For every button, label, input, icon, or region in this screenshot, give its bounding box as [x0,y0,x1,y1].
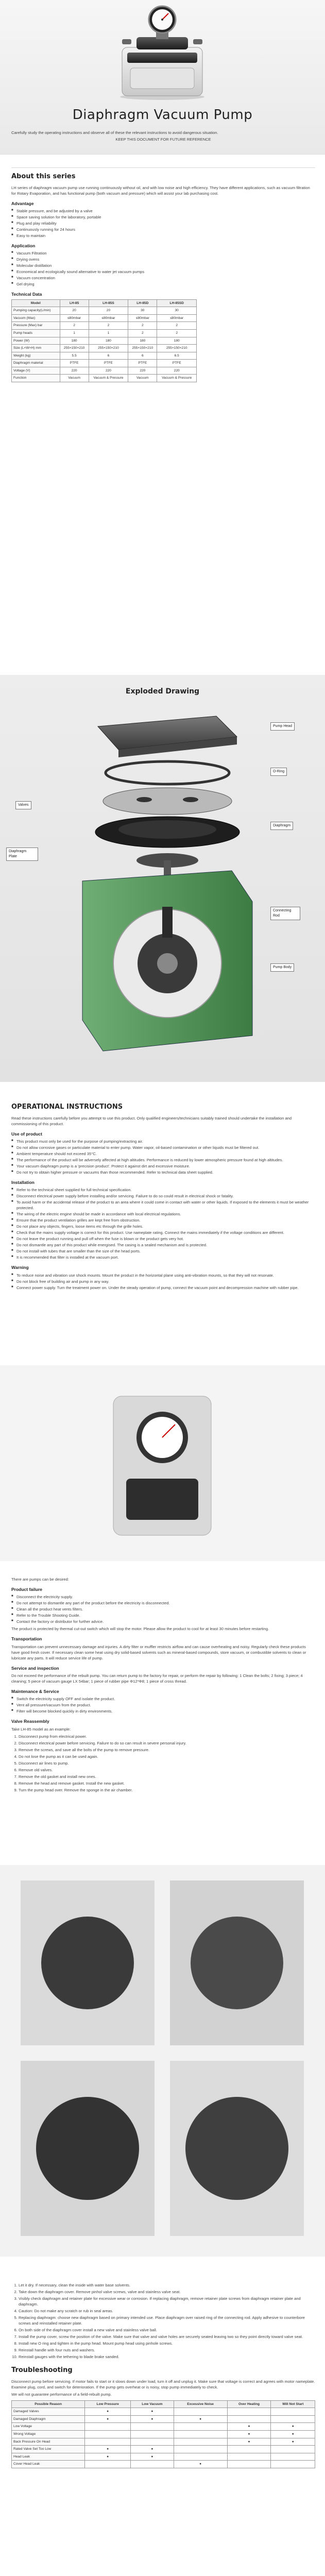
vacuum-pump-image [116,5,209,100]
step-item: 3. Remove the screws, and save all the bolts of the pump to remove pressure. [19,1747,315,1753]
table-cell: ● [227,2431,271,2438]
table-cell: Pumping capacity(L/min) [12,307,60,315]
maintenance-heading: Maintenance & Service [11,1688,59,1694]
table-row [12,2415,315,2423]
step-item: 8. Remove the head and remove gasket. Install the new gasket. [19,1781,315,1786]
list-item: ■ Refer to the technical sheet supplied for full technical specification. [11,1187,315,1193]
table-cell [271,2415,315,2423]
table-cell: 20 [89,307,128,315]
table-cell [131,2461,174,2468]
step-item: 5. Replacing diaphragm: choose new diaphragm based on primary intended use. Place diaphragm over raised ring of the connecting rod. Apply adhesive to counterbore screws and reinstalled retainer plate. [19,2315,315,2326]
list-item: ■ Connect power supply. Turn the treatment power on. Under the steady operation of pump, connect the vacuum point and decompression machine with rubber pipe. [11,1285,315,1291]
list-item: ■ This product must only be used for the purpose of pumping/extracting air. [11,1139,315,1144]
divider [11,167,315,168]
warning-heading: Warning [11,1265,29,1270]
list-item: ■ Filter will become blocked quickly in dirty environments. [11,1708,315,1714]
table-cell: 180 [89,337,128,345]
operational-intro: Read these instructions carefully before you attempt to use this product. Only qualified engineers/technicians suitably trained should undertake the installation and commissioning of this product. [11,1115,292,1126]
intro-text: Carefully study the operating instructions and observe all of these the relevant instructions to avoid dangerous situation. [11,130,218,135]
list-item: ■ Plug and play reliability [11,221,315,226]
table-cell: ● [131,2446,174,2453]
table-row [12,322,197,330]
table-cell: 255×150×210 [89,345,128,352]
table-cell [271,2446,315,2453]
product-photo-strip [0,1365,325,1561]
table-cell: ● [271,2438,315,2446]
step-item: 7. Remove the old gasket and install new ones. [19,1774,315,1780]
table-cell [174,2438,227,2446]
list-item: ■ Ensure that the product ventilation grilles are kept free from obstruction. [11,1217,315,1223]
table-cell: Power (W) [12,337,60,345]
table-header-cell: Model [12,299,60,307]
table-cell: 6 [128,352,157,360]
table-row [12,360,197,367]
advantage-list [11,208,315,239]
table-cell: 2 [157,322,197,330]
exploded-drawing-image [62,706,263,1066]
notes-section [11,1577,315,1794]
step-item: 6. On both side of the diaphragm cover install a new valve and stainless valve ball. [19,2327,315,2333]
list-item: ■ The wiring of the electric engine should be made in accordance with local electrical regulations. [11,1211,315,1217]
table-header-cell: LH-85S [89,299,128,307]
table-cell: Vacuum & Pressure [157,375,197,382]
table-header-cell: Excessive Noise [174,2400,227,2408]
table-cell: PTFE [157,360,197,367]
table-cell: Pump heads [12,329,60,337]
operational-heading: OPERATIONAL INSTRUCTIONS [11,1103,123,1111]
application-list [11,250,315,287]
table-cell [227,2461,271,2468]
table-header-cell: Low Pressure [85,2400,131,2408]
table-row [12,2453,315,2461]
operational-section [11,1103,315,1291]
step-item: 9. Reinstall handle with four nuts and washers. [19,2347,315,2353]
table-cell: PTFE [128,360,157,367]
step-item: 4. Caution: Do not make any scratch or rub in seal areas. [19,2308,315,2314]
step-item: 4. Do not lose the pump as it can be used again. [19,1754,315,1759]
table-cell: Weight (kg) [12,352,60,360]
list-item: ■ Do not allow corrosive gases or particulate material to enter pump. Water vapor, oil-based contamination or other liquids must be filtered out. [11,1145,315,1150]
list-item: ■ Molecular distillation [11,263,315,268]
step-item: 7. Install the pump cover, screw the position of the valve. Make sure that valve and valve holes are securely seated leaving two so they point directly toward valve seat. [19,2334,315,2340]
installation-list [11,1187,315,1260]
table-cell: 220 [89,367,128,375]
table-row [12,329,197,337]
table-cell: 255×150×210 [60,345,89,352]
step-item: 2. Disconnect electrical power before servicing. Failure to do so can result in severe personal injury. [19,1740,315,1746]
table-header-cell: Over Heating [227,2400,271,2408]
table-cell [131,2431,174,2438]
list-item: ■ Continuously running for 24 hours [11,227,315,232]
step-item: 6. Remove old valves. [19,1767,315,1773]
pumps-note: There are pumps can be desired: [11,1577,69,1582]
table-cell [174,2431,227,2438]
maintenance-list [11,1696,315,1714]
table-cell: 180 [157,337,197,345]
list-item: ■ Vacuum concentration [11,275,315,281]
table-cell: 180 [60,337,89,345]
table-cell: ● [131,2415,174,2423]
service-text: Do not exceed the performance of the rebuilt pump. You can return pump to the factory for repair, or perform the repair by following: 1 Clean the bolts; 2 fixing; 3 piece; 4 cleaning; 5 piece of vacuum gauge LX 54bar; 1 piece of rubber pipe Φ12*Φ8; 1 piece of cross thread. [11,1673,303,1684]
list-item: ■ Do not attempt to dismantle any part of the product before the electricity is disconnected. [11,1600,315,1606]
table-cell: Vacuum & Pressure [89,375,128,382]
table-cell: ● [271,2431,315,2438]
list-item: ■ Disconnect electrical power supply before installing and/or servicing. Failure to do so could result in electrical shock or fatality. [11,1193,315,1199]
table-header-cell: LH-85SD [157,299,197,307]
table-header-cell: LH-85 [60,299,89,307]
list-item: ■ It is recommended that filter is installed at the vacuum port. [11,1255,315,1260]
list-item: ■ Easy to maintain [11,233,315,239]
list-item: ■ Do not try to obtain higher pressure or vacuums than those recommended. Refer to technical data sheet supplied. [11,1170,315,1175]
table-cell: ● [174,2461,227,2468]
table-cell: 6 [89,352,128,360]
list-item: ■ To avoid harm or the accidental release of the product to an area where it could come in contact with water or other liquids. If exposed to the elements it must be weather protected. [11,1199,315,1211]
table-cell: Damaged Valves [12,2408,85,2416]
label-valves: Valves [15,801,31,809]
table-cell: 6.5 [157,352,197,360]
list-item: ■ Your vacuum diaphragm pump is a 'precision product'. Protect it against dirt and excessive moisture. [11,1163,315,1169]
table-row [12,375,197,382]
warning-list [11,1273,315,1291]
table-cell: 20 [60,307,89,315]
table-cell: 255×150×210 [128,345,157,352]
table-cell: Voltage (V) [12,367,60,375]
table-cell [174,2423,227,2431]
table-row [12,2446,315,2453]
list-item: ■ Do not leave the product running and pull off when the fuse is blown or the product gets very hot. [11,1236,315,1242]
table-cell: 30 [128,307,157,315]
table-cell: Head Leak [12,2453,85,2461]
protect-text: The product is protected by thermal cut-out switch which will stop the motor. Please allow the product to cool for at least 30 minutes before restarting. [11,1626,269,1632]
reassembly-steps [11,1734,315,1793]
table-cell [174,2453,227,2461]
table-cell: Low Voltage [12,2423,85,2431]
transport-heading: Transportation [11,1636,42,1642]
table-cell: 1 [89,329,128,337]
exploded-drawing-section [0,675,325,1082]
table-cell: Damaged Diaphragm [12,2415,85,2423]
table-cell: ● [174,2415,227,2423]
technical-data-table [11,299,197,382]
product-failure-list [11,1594,315,1624]
transport-text: Transportation can prevent unnecessary damage and injuries. A dirty filter or muffler restricts airflow and can cause overheating and noisy. Regularly check these products have good fresh cover. If necessary clean some heat using dry solid-based solvents such as mineral-based compounds, store vacuum, or combustible solvents to clean or lubricate any parts. It will reduce service life of pump. [11,1644,306,1660]
table-cell: ≤80mbar [89,314,128,322]
list-item: ■ Drying ovens [11,257,315,262]
table-cell [271,2408,315,2416]
table-cell: PTFE [60,360,89,367]
reassembly-section [11,2282,315,2468]
technical-data-heading: Technical Data [11,292,42,297]
table-cell: Wrong Voltage [12,2431,85,2438]
service-heading: Service and inspection [11,1665,59,1671]
troubleshooting-text: Disconnect pump before servicing. If motor fails to start or it slows down under load, turn it off and unplug it. Make sure that voltage is correct and agrees with motor nameplate. Examine plug, cord, and switch for deterioration. If the pump gets overheat or is noisy, stop pump immediately to check. [11,2379,315,2389]
list-item: ■ Contact the factory or distributor for further advice. [11,1619,315,1624]
table-cell [271,2461,315,2468]
table-row [12,352,197,360]
table-cell: Vacuum [128,375,157,382]
label-pump-head: Pump Head [270,722,295,731]
table-row [12,345,197,352]
table-cell: ● [85,2415,131,2423]
table-row [12,307,197,315]
list-item: ■ Check that the mains supply voltage is correct for this product. Use nameplate rating. Connect the mains immediately if the voltage conditions are different. [11,1230,315,1235]
table-cell: ● [131,2408,174,2416]
keep-document-note: KEEP THIS DOCUMENT FOR FUTURE REFERENCE [115,137,211,142]
exploded-drawing-title: Exploded Drawing [125,687,200,696]
installation-heading: Installation [11,1180,35,1185]
table-cell: ≤80mbar [128,314,157,322]
step-item: 2. Take down the diaphragm cover. Remove pinhol valve screws, valve and stainless valve seat. [19,2289,315,2295]
assembly-photo-strip [0,1865,325,2257]
table-cell: 2 [60,322,89,330]
step-item: 1. Let it dry. If necessary, clean the inside with water base solvents. [19,2282,315,2288]
step-item: 10. Reinstall gauges with the tethering to blade brake sanded. [19,2354,315,2360]
table-row [12,2438,315,2446]
use-heading: Use of product [11,1131,42,1137]
table-cell: ● [85,2453,131,2461]
table-row [12,2431,315,2438]
page-title: Diaphragm Vacuum Pump [72,107,253,123]
list-item: ■ Ambient temperature should not exceed 35°C. [11,1151,315,1157]
table-cell [85,2423,131,2431]
list-item: ■ Disconnect the electricity supply. [11,1594,315,1600]
table-row [12,314,197,322]
list-item: ■ Space saving solution for the laboratory, portable [11,214,315,220]
table-cell: ≤80mbar [60,314,89,322]
list-item: ■ The performance of the product will be adversely affected at high altitudes. Performance is reduced by lower atmospheric pressure found at high altitudes. [11,1157,315,1163]
list-item: ■ Clean all the product heat vents filters. [11,1606,315,1612]
table-cell: 30 [157,307,197,315]
table-cell: 2 [89,322,128,330]
list-item: ■ Do not block free of building air and pump in any way. [11,1279,315,1284]
table-cell: ● [85,2408,131,2416]
intro-block [11,130,315,143]
troubleshooting-table [11,2400,315,2468]
table-cell: 5.5 [60,352,89,360]
table-cell: 1 [60,329,89,337]
troubleshooting-heading: Troubleshooting [11,2366,73,2374]
table-cell [174,2408,227,2416]
step-item: 3. Visibly check diaphragm and retainer plate for excessive wear or corrosion. If replacing diaphragm, remove retainer plate screws from diaphragm retainer plate and diaphragm. [19,2296,315,2307]
troubleshooting-note: We will not guarantee performance of a field-rebuilt pump. [11,2392,112,2397]
table-cell: 220 [128,367,157,375]
list-item: ■ To reduce noise and vibration use shock mounts. Mount the product in the horizontal plane using anti-vibration mounts, so that they will not resonate. [11,1273,315,1278]
table-cell: Function [12,375,60,382]
table-row [12,2461,315,2468]
table-cell: PTFE [89,360,128,367]
table-cell: Vacuum [60,375,89,382]
table-cell [227,2446,271,2453]
list-item: ■ Vacuum Filtration [11,250,315,256]
list-item: ■ Do not place any objects, fingers, loose items etc through the grille holes. [11,1224,315,1229]
table-cell [131,2438,174,2446]
list-item: ■ Do not dismantle any part of this product while energised. The casing is a sealed mechanism and is protected. [11,1242,315,1248]
table-cell: Diaphragm material [12,360,60,367]
list-item: ■ Economical and ecologically sound alternative to water jet vacuum pumps [11,269,315,275]
use-list [11,1139,315,1175]
label-o-ring: O-Ring [270,768,287,776]
header-banner [0,0,325,155]
table-cell: 2 [128,322,157,330]
table-cell: Cover Head Leak [12,2461,85,2468]
table-cell [174,2446,227,2453]
about-heading: About this series [11,173,76,180]
table-row [12,337,197,345]
step-item: 8. Install new O ring and tighten in the pump head. Mount pump head using pinhole screws. [19,2341,315,2346]
table-row [12,2408,315,2416]
step-item: 5. Disconnect air lines to pump. [19,1760,315,1766]
table-header-cell: Will Not Start [271,2400,315,2408]
table-cell [85,2461,131,2468]
table-row [12,367,197,375]
table-cell [85,2438,131,2446]
table-cell: ● [85,2446,131,2453]
table-cell: ≤80mbar [157,314,197,322]
table-cell: ● [227,2438,271,2446]
about-section [11,167,315,382]
table-cell: Size (L×W×H) mm [12,345,60,352]
table-cell [85,2431,131,2438]
list-item: ■ Vent all pressure/vacuum from the product. [11,1702,315,1708]
table-cell [131,2423,174,2431]
product-failure-heading: Product failure [11,1587,42,1592]
label-connecting-rod: Connecting Rod [270,907,300,920]
application-heading: Application [11,243,36,249]
table-cell: 180 [128,337,157,345]
table-cell: ● [271,2423,315,2431]
table-cell: 255×150×210 [157,345,197,352]
table-cell: Back Pressure On Head [12,2438,85,2446]
table-header-cell: Low Vacuum [131,2400,174,2408]
reassembly-intro: Take LH-85 model as an example: [11,1726,71,1732]
label-diaphragm: Diaphragm [270,822,293,830]
table-cell [227,2415,271,2423]
table-header-cell: Possible Reason [12,2400,85,2408]
table-cell [271,2453,315,2461]
table-cell [227,2453,271,2461]
label-pump-body: Pump Body [270,963,294,972]
table-cell: Pressure (Max) bar [12,322,60,330]
advantage-heading: Advantage [11,200,34,206]
table-header-cell: LH-85D [128,299,157,307]
table-cell: 2 [157,329,197,337]
step-item: 9. Turn the pump head over. Remove the sponge in the air chamber. [19,1787,315,1793]
about-text: LH series of diaphragm vacuum pump use running continuously without oil, and with low noise and high efficiency. They have different applications, such as vacuum filtration for Rotary Evaporation, and has functional pump (both vacuum and pressure) which will assist your lab purchasing cost. [11,185,310,196]
table-cell [227,2408,271,2416]
table-cell: Vacuum (Max) [12,314,60,322]
list-item: ■ Refer to the Trouble Shooting Guide. [11,1613,315,1618]
table-cell: ● [131,2453,174,2461]
table-cell: 220 [60,367,89,375]
list-item: ■ Do not install with tubes that are smaller than the size of the head ports. [11,1248,315,1254]
table-cell: Rated Valve Set Too Low [12,2446,85,2453]
table-cell: ● [227,2423,271,2431]
label-diaphragm-plate: Diaphragm Plate [6,848,38,861]
step-item: 1. Disconnect pump from electrical power. [19,1734,315,1739]
reassembly-heading: Valve Reassembly [11,1719,49,1724]
table-row [12,2423,315,2431]
table-cell: 220 [157,367,197,375]
list-item: ■ Switch the electricity supply OFF and isolate the product. [11,1696,315,1702]
table-cell: 2 [128,329,157,337]
list-item: ■ Stable pressure, and be adjusted by a valve [11,208,315,214]
list-item: ■ Gel drying [11,281,315,287]
reassembly-list [11,2282,315,2360]
